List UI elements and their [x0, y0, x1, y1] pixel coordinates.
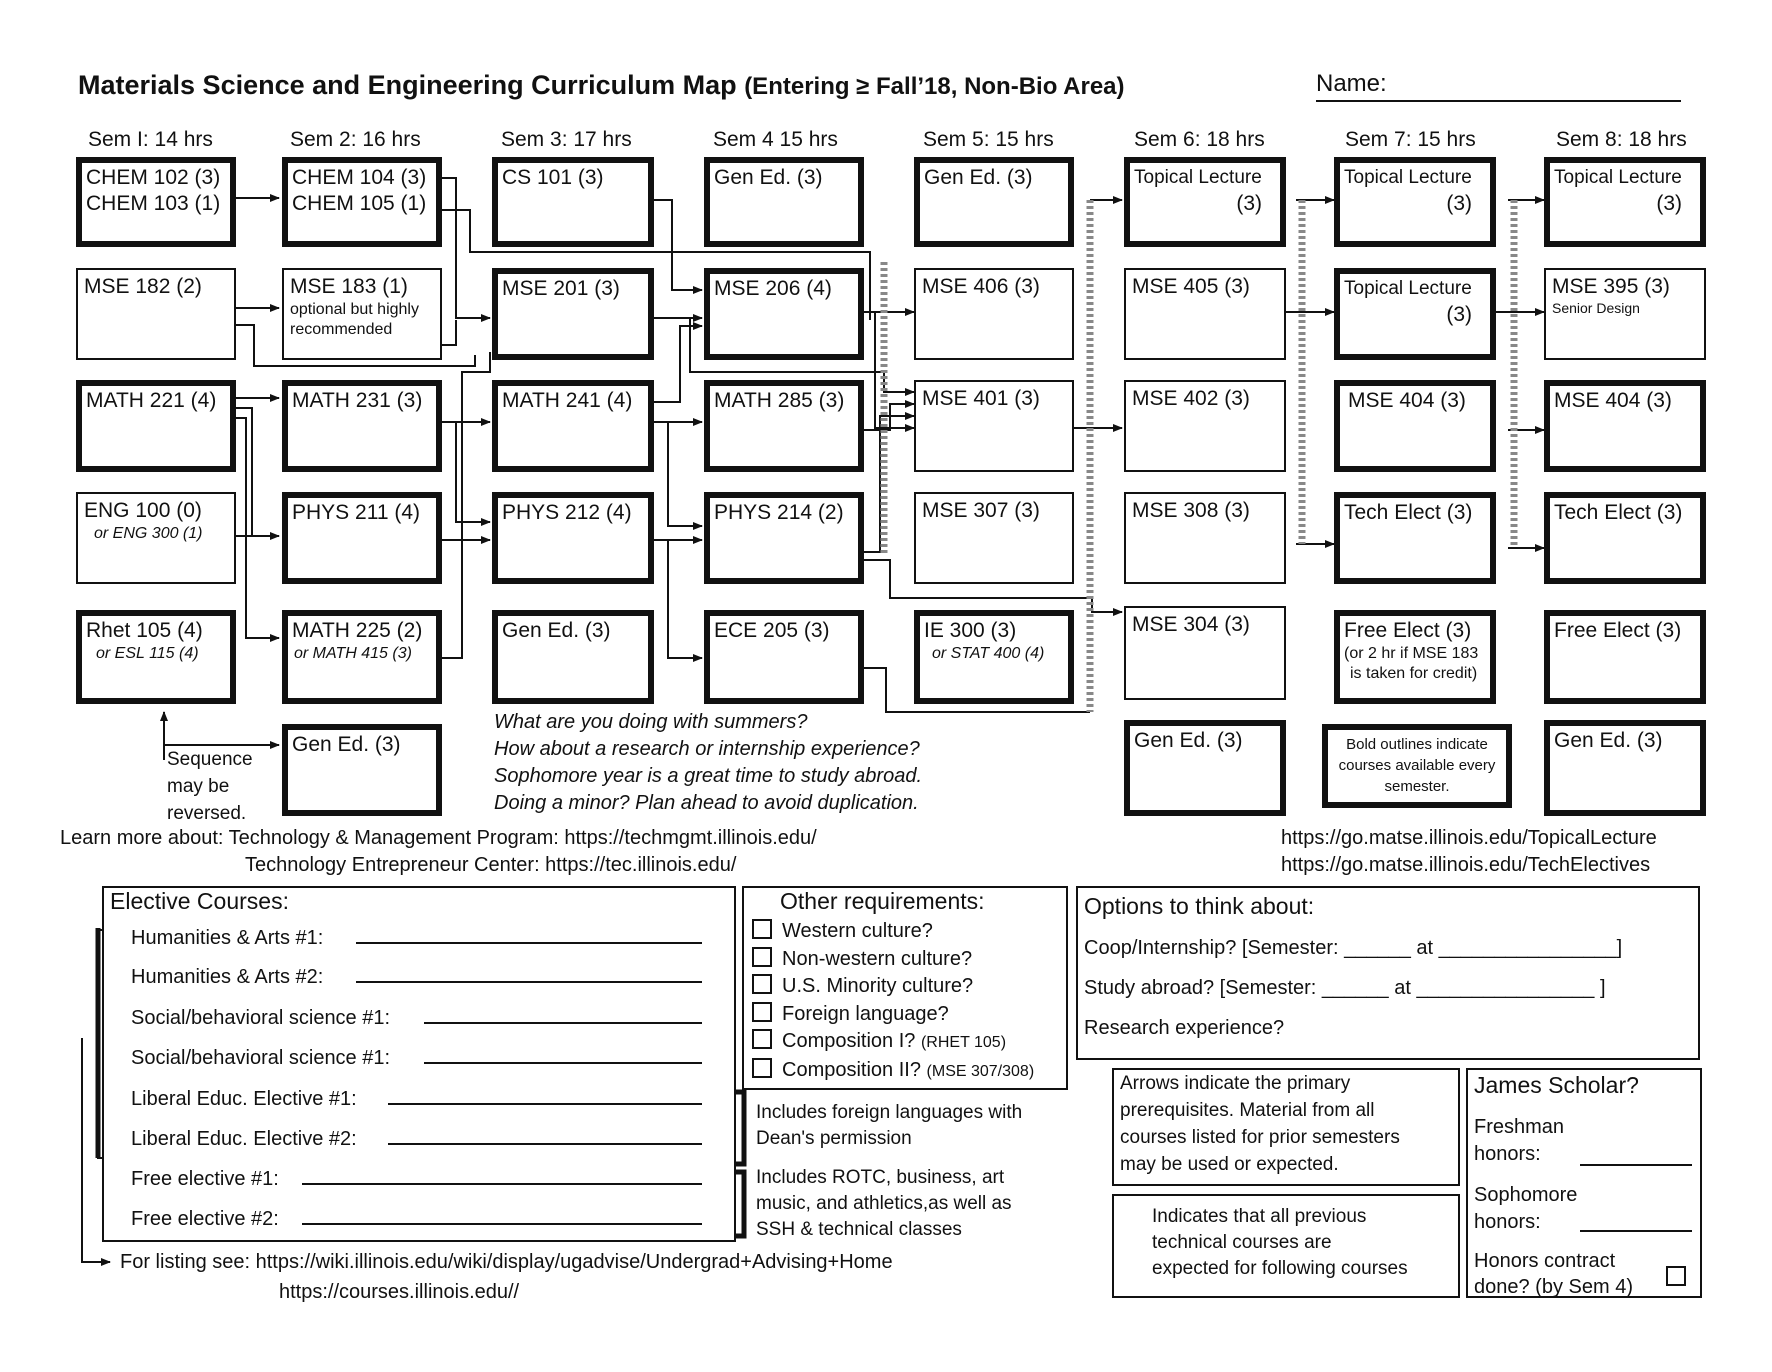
free-elective-2-field[interactable] [302, 1223, 702, 1225]
course-tech-elect-sem8[interactable]: Tech Elect (3) [1544, 492, 1706, 584]
arrow-phys214-mse401 [862, 416, 914, 552]
arrow-math241-phys214 [668, 422, 702, 526]
elective-social-2-field[interactable] [424, 1062, 702, 1064]
sem-6-header: Sem 6: 18 hrs [1134, 128, 1265, 151]
checkbox-composition-1[interactable] [752, 1029, 772, 1049]
course-gen-ed-sem3[interactable]: Gen Ed. (3) [492, 610, 654, 704]
course-mse-308[interactable]: MSE 308 (3) [1124, 492, 1286, 584]
course-topical-lecture-sem8[interactable]: Topical Lecture (3) [1544, 157, 1706, 247]
arrow-phys212-ece205 [668, 540, 702, 658]
learn-more-tech-mgmt[interactable]: Learn more about: Technology & Management Program: https://techmgmt.illinois.edu/ [60, 827, 817, 849]
elective-liberal-2-label: Liberal Educ. Elective #2: [131, 1128, 357, 1150]
course-mse-395[interactable]: MSE 395 (3) Senior Design [1544, 268, 1706, 360]
elective-social-2-label: Social/behavioral science #1: [131, 1047, 391, 1069]
course-gen-ed-sem5[interactable]: Gen Ed. (3) [914, 157, 1074, 247]
elective-liberal-1-label: Liberal Educ. Elective #1: [131, 1088, 357, 1110]
listing-link[interactable]: For listing see: https://wiki.illinois.edu/wiki/display/ugadvise/Undergrad+Advising+Home [120, 1251, 893, 1273]
listing-link-courses[interactable]: https://courses.illinois.edu// [279, 1281, 520, 1303]
learn-more-tec[interactable]: Technology Entrepreneur Center: https://tec.illinois.edu/ [245, 854, 737, 876]
free-elective-2-label: Free elective #2: [131, 1208, 279, 1230]
honors-contract-label: Honors contract done? (by Sem 4) [1474, 1250, 1633, 1298]
liberal-elective-note: Includes foreign languages with Dean's permission [756, 1102, 1023, 1149]
req-composition-1: Composition I? (RHET 105) [752, 1028, 1034, 1057]
course-gen-ed-sem8[interactable]: Gen Ed. (3) [1544, 720, 1706, 816]
page-subtitle: (Entering ≥ Fall’18, Non-Bio Area) [744, 73, 1125, 100]
freshman-honors-label: Freshman honors: [1474, 1116, 1565, 1165]
course-math-221[interactable]: MATH 221 (4) [76, 380, 236, 472]
elective-liberal-1-field[interactable] [388, 1103, 702, 1105]
course-mse-404-sem8[interactable]: MSE 404 (3) [1544, 380, 1706, 472]
elective-humanities-2-field[interactable] [356, 981, 702, 983]
sem-7-header: Sem 7: 15 hrs [1345, 128, 1476, 151]
course-chem-104-105[interactable]: CHEM 104 (3) CHEM 105 (1) [282, 157, 442, 247]
course-topical-lecture-sem6[interactable]: Topical Lecture (3) [1124, 157, 1286, 247]
course-topical-lecture-sem7a[interactable]: Topical Lecture (3) [1334, 157, 1496, 247]
url-tech-electives[interactable]: https://go.matse.illinois.edu/TechElectives [1281, 854, 1651, 876]
course-mse-404-sem7[interactable]: MSE 404 (3) [1334, 380, 1496, 472]
summer-notes: What are you doing with summers? How about a research or internship experience? Sophomore year is a great time to study abroad. Doing a minor? Plan ahead to avoid duplication. [494, 711, 923, 814]
sequence-note: Sequence may be reversed. [167, 749, 253, 824]
sem-2-header: Sem 2: 16 hrs [290, 128, 421, 151]
course-rhet-105[interactable]: Rhet 105 (4) or ESL 115 (4) [76, 610, 236, 704]
course-gen-ed-sem4[interactable]: Gen Ed. (3) [704, 157, 864, 247]
checkbox-western[interactable] [752, 919, 772, 939]
course-mse-206[interactable]: MSE 206 (4) [704, 268, 864, 360]
elective-social-1-label: Social/behavioral science #1: [131, 1007, 391, 1029]
free-elective-1-label: Free elective #1: [131, 1168, 279, 1190]
legend-bold-outline: Bold outlines indicate courses available every semester. [1322, 724, 1512, 808]
checkbox-honors-contract[interactable] [1666, 1266, 1686, 1286]
req-us-minority: U.S. Minority culture? [752, 973, 1034, 1001]
freshman-honors-field[interactable] [1580, 1164, 1692, 1166]
req-composition-2: Composition II? (MSE 307/308) [752, 1057, 1034, 1086]
course-mse-183[interactable]: MSE 183 (1) optional but highly recommended [282, 268, 442, 360]
options-research: Research experience? [1084, 1017, 1285, 1039]
course-topical-lecture-sem7b[interactable]: Topical Lecture (3) [1334, 268, 1496, 360]
course-eng-100[interactable]: ENG 100 (0) or ENG 300 (1) [76, 492, 236, 584]
course-free-elect-sem8[interactable]: Free Elect (3) [1544, 610, 1706, 704]
course-mse-401[interactable]: MSE 401 (3) [914, 380, 1074, 472]
arrow-math241-mse206 [652, 326, 702, 402]
free-elective-note: Includes ROTC, business, art music, and athletics,as well as SSH & technical classes [756, 1167, 1012, 1240]
course-math-231[interactable]: MATH 231 (3) [282, 380, 442, 472]
sem-4-header: Sem 4 15 hrs [713, 128, 838, 151]
sem-5-header: Sem 5: 15 hrs [923, 128, 1054, 151]
course-chem-102-103[interactable]: CHEM 102 (3) CHEM 103 (1) [76, 157, 236, 247]
sophomore-honors-field[interactable] [1580, 1230, 1692, 1232]
elective-courses-title: Elective Courses: [110, 888, 289, 914]
sem-3-header: Sem 3: 17 hrs [501, 128, 632, 151]
james-scholar-title: James Scholar? [1474, 1072, 1639, 1098]
arrow-math221-phys211 [234, 408, 279, 536]
course-phys-214[interactable]: PHYS 214 (2) [704, 492, 864, 584]
other-requirements-title: Other requirements: [780, 888, 985, 914]
course-mse-182[interactable]: MSE 182 (2) [76, 268, 236, 360]
elective-humanities-1-field[interactable] [356, 942, 702, 944]
req-foreign-language: Foreign language? [752, 1001, 1034, 1029]
course-mse-405[interactable]: MSE 405 (3) [1124, 268, 1286, 360]
checkbox-composition-2[interactable] [752, 1058, 772, 1078]
course-mse-201[interactable]: MSE 201 (3) [492, 268, 654, 360]
sophomore-honors-label: Sophomore honors: [1474, 1184, 1578, 1233]
req-non-western: Non-western culture? [752, 946, 1034, 974]
course-gen-ed-sem2[interactable]: Gen Ed. (3) [282, 724, 442, 816]
course-cs-101[interactable]: CS 101 (3) [492, 157, 654, 247]
course-ie-300[interactable]: IE 300 (3) or STAT 400 (4) [914, 610, 1074, 704]
name-label: Name: [1316, 70, 1387, 97]
checkbox-foreign-language[interactable] [752, 1002, 772, 1022]
free-elective-1-field[interactable] [302, 1183, 702, 1185]
dotted-legend-text: Indicates that all previous technical courses are expected for following courses [1152, 1206, 1408, 1279]
sem-8-header: Sem 8: 18 hrs [1556, 128, 1687, 151]
course-mse-406[interactable]: MSE 406 (3) [914, 268, 1074, 360]
course-mse-304[interactable]: MSE 304 (3) [1124, 606, 1286, 700]
course-gen-ed-sem6[interactable]: Gen Ed. (3) [1124, 720, 1286, 816]
course-math-225[interactable]: MATH 225 (2) or MATH 415 (3) [282, 610, 442, 704]
course-ece-205[interactable]: ECE 205 (3) [704, 610, 864, 704]
checkbox-us-minority[interactable] [752, 974, 772, 994]
course-mse-402[interactable]: MSE 402 (3) [1124, 380, 1286, 472]
options-study-abroad[interactable]: Study abroad? [Semester: ______ at ________________ ] [1084, 977, 1606, 999]
options-coop[interactable]: Coop/Internship? [Semester: ______ at ________________] [1084, 937, 1623, 959]
options-title: Options to think about: [1084, 893, 1315, 919]
arrows-legend-text: Arrows indicate the primary prerequisites. Material from all courses listed for prior semesters may be used or expected. [1120, 1073, 1400, 1175]
arrow-math221-math225 [234, 418, 279, 638]
url-topical-lecture[interactable]: https://go.matse.illinois.edu/TopicalLecture [1281, 827, 1657, 849]
arrow-chem105-mse201 [440, 178, 490, 318]
course-free-elect-sem7[interactable]: Free Elect (3) (or 2 hr if MSE 183 is taken for credit) [1334, 610, 1496, 704]
course-math-285[interactable]: MATH 285 (3) [704, 380, 864, 472]
elective-humanities-1-label: Humanities & Arts #1: [131, 927, 324, 949]
page-title: Materials Science and Engineering Curriculum Map (Entering ≥ Fall’18, Non-Bio Area) [78, 70, 1125, 100]
arrow-math225-mse201 [440, 352, 490, 658]
course-tech-elect-sem7[interactable]: Tech Elect (3) [1334, 492, 1496, 584]
course-phys-211[interactable]: PHYS 211 (4) [282, 492, 442, 584]
course-mse-307[interactable]: MSE 307 (3) [914, 492, 1074, 584]
other-requirements-list [752, 918, 1034, 1085]
arrow-mse183-mse201 [440, 320, 456, 345]
elective-social-1-field[interactable] [424, 1022, 702, 1024]
course-phys-212[interactable]: PHYS 212 (4) [492, 492, 654, 584]
course-math-241[interactable]: MATH 241 (4) [492, 380, 654, 472]
arrow-cs101-mse206 [652, 200, 702, 290]
elective-humanities-2-label: Humanities & Arts #2: [131, 966, 324, 988]
sem-1-header: Sem I: 14 hrs [88, 128, 213, 151]
req-western: Western culture? [752, 918, 1034, 946]
checkbox-non-western[interactable] [752, 947, 772, 967]
elective-liberal-2-field[interactable] [388, 1143, 702, 1145]
